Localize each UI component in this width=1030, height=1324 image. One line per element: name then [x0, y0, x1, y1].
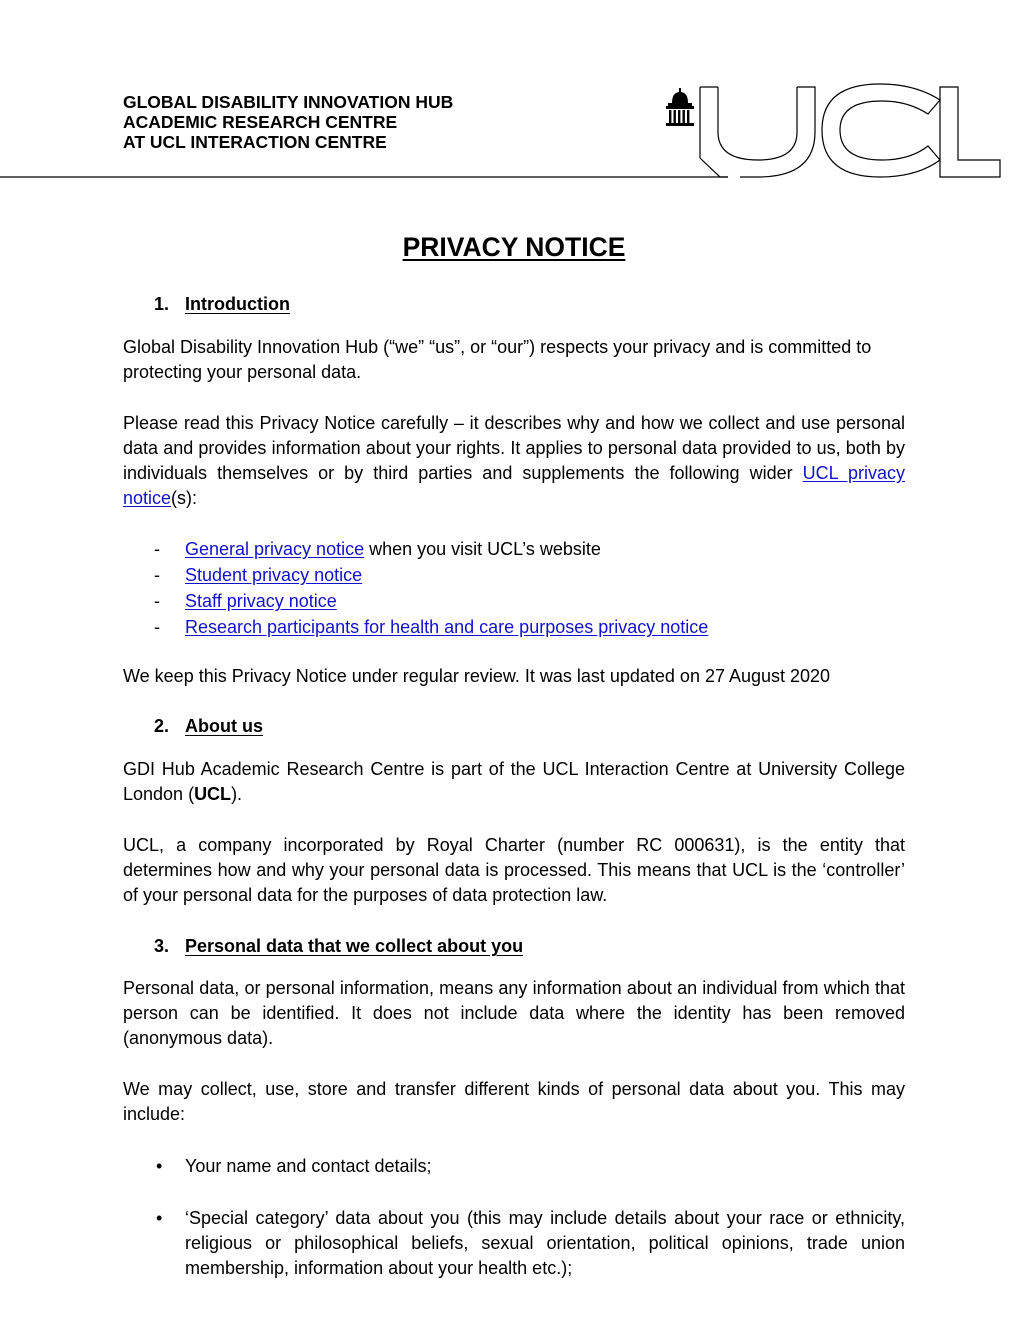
page-title: PRIVACY NOTICE: [402, 232, 626, 262]
bullet-marker: •: [156, 1208, 163, 1228]
section-number: 1.: [154, 294, 170, 314]
ucl-letter-c: [822, 84, 940, 177]
ucl-abbreviation: UCL: [194, 784, 232, 804]
section-title: About us: [185, 716, 263, 736]
ucl-letter-l: [940, 87, 1000, 177]
intro-paragraph-2: [123, 411, 905, 511]
bullet-text: ‘Special category’ data about you (this may include details about your race or ethnicity, religious or philosophical beliefs, sexual orientation, political opinions, trade union membership, information about your health etc.);: [185, 1208, 905, 1278]
section-number: 2.: [154, 716, 170, 736]
review-statement: We keep this Privacy Notice under regular review. It was last updated on 27 August 2020: [123, 666, 831, 686]
ucl-logo: [0, 0, 1030, 182]
intro-paragraph: Global Disability Innovation Hub (“we” “us”, or “our”) respects your privacy and is committed to protecting your personal data.: [123, 337, 872, 382]
org-line: AT UCL INTERACTION CENTRE: [123, 132, 387, 152]
dash-marker: -: [154, 591, 160, 611]
privacy-notice-links: [123, 536, 905, 640]
list-item: [123, 562, 905, 588]
section-title: Personal data that we collect about you: [185, 936, 524, 956]
bullet-text: Your name and contact details;: [185, 1156, 432, 1176]
portico-icon: [666, 88, 694, 126]
research-participants-privacy-notice-link[interactable]: Research participants for health and care purposes privacy notice: [185, 617, 709, 637]
list-item: [123, 588, 905, 614]
bullet-marker: •: [156, 1156, 163, 1176]
list-item: [123, 614, 905, 640]
list-item: [123, 1154, 905, 1179]
letterhead: [0, 0, 1030, 180]
staff-privacy-notice-link[interactable]: Staff privacy notice: [185, 591, 337, 611]
dash-marker: -: [154, 565, 160, 585]
org-line: ACADEMIC RESEARCH CENTRE: [123, 112, 398, 132]
intro-text-end: (s):: [171, 488, 198, 508]
dash-marker: -: [154, 539, 160, 559]
ucl-privacy-notice-link[interactable]: UCL privacy notice: [123, 463, 905, 508]
link-suffix: when you visit UCL’s website: [364, 539, 601, 559]
general-privacy-notice-link[interactable]: General privacy notice: [185, 539, 365, 559]
org-line: GLOBAL DISABILITY INNOVATION HUB: [123, 92, 454, 112]
ucl-letter-u: [700, 87, 815, 177]
list-item: [123, 1206, 905, 1281]
section-heading-about-us: [154, 716, 263, 737]
section-number: 3.: [154, 936, 170, 956]
intro-text: Please read this Privacy Notice carefully – it describes why and how we collect and use personal data and provides information about your rights. It applies to personal data provided to us, both by individuals themselves or by third parties and supplements the following wider: [123, 413, 905, 483]
personal-data-kinds: We may collect, use, store and transfer different kinds of personal data about you. This may include:: [123, 1079, 905, 1124]
about-text-end: ).: [231, 784, 243, 804]
section-heading-introduction: [154, 294, 290, 315]
controller-paragraph: UCL, a company incorporated by Royal Charter (number RC 000631), is the entity that determines how and why your personal data is processed. This means that UCL is the ‘controller’ of your personal data for the purposes of data protection law.: [123, 835, 905, 905]
section-heading-personal-data: [154, 936, 523, 957]
dash-marker: -: [154, 617, 160, 637]
section-title: Introduction: [185, 294, 290, 314]
about-paragraph: [123, 757, 905, 807]
personal-data-definition: Personal data, or personal information, means any information about an individual from which that person can be identified. It does not include data where the identity has been removed (anonymous data).: [123, 978, 905, 1048]
student-privacy-notice-link[interactable]: Student privacy notice: [185, 565, 363, 585]
list-item: [123, 536, 905, 562]
about-text: GDI Hub Academic Research Centre is part of the UCL Interaction Centre at University College London (: [123, 759, 905, 804]
